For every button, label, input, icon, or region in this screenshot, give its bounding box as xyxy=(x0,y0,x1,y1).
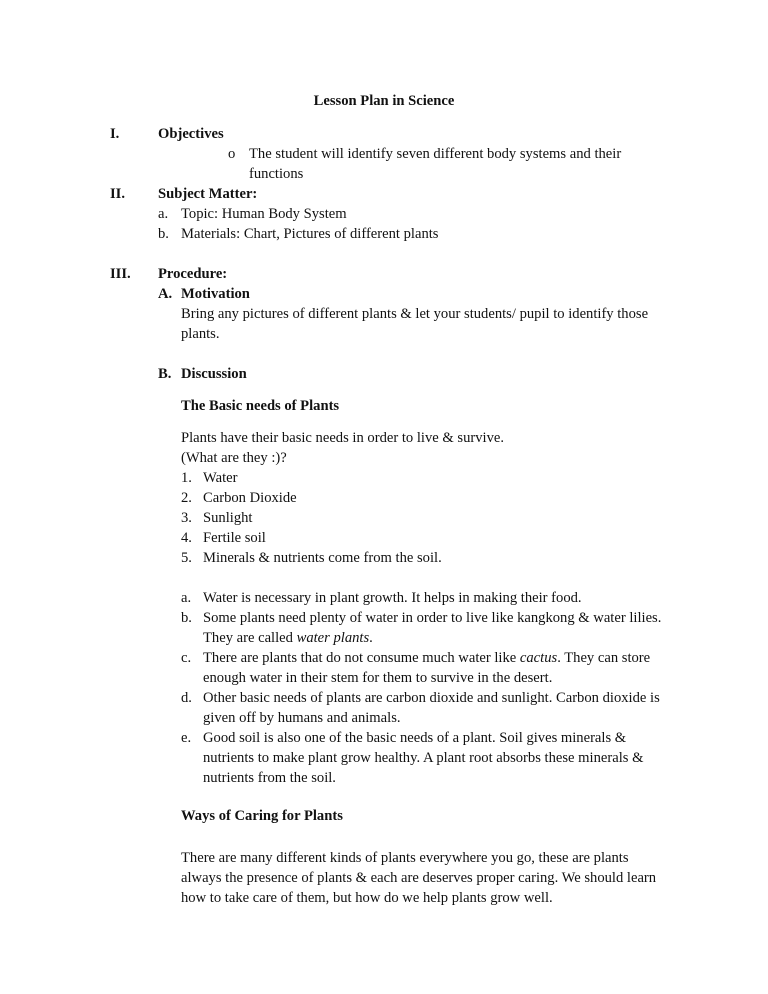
discussion-heading: Discussion xyxy=(181,366,247,382)
detail-c-line1 xyxy=(203,648,650,668)
need-marker: 5. xyxy=(181,550,192,566)
section-heading-subject-matter: Subject Matter: xyxy=(158,186,258,202)
detail-c-italic-cactus: cactus xyxy=(519,650,558,666)
objective-text-line1: The student will identify seven different body systems and their xyxy=(249,146,622,162)
subject-item-materials: Materials: Chart, Pictures of different plants xyxy=(181,226,439,242)
subject-item-marker: a. xyxy=(158,206,169,222)
detail-d-line1: Other basic needs of plants are carbon dioxide and sunlight. Carbon dioxide is xyxy=(203,690,660,706)
detail-d-line2: given off by humans and animals. xyxy=(203,710,401,726)
need-item-sunlight: Sunlight xyxy=(203,510,253,526)
basic-needs-intro-line2: (What are they :)? xyxy=(181,450,287,466)
need-item-minerals: Minerals & nutrients come from the soil. xyxy=(203,550,442,566)
detail-e-line3: nutrients from the soil. xyxy=(203,770,336,786)
detail-a-line1: Water is necessary in plant growth. It helps in making their food. xyxy=(203,590,582,606)
section-numeral-subject-matter: II. xyxy=(110,186,126,202)
need-marker: 3. xyxy=(181,510,192,526)
need-item-fertile-soil: Fertile soil xyxy=(203,530,266,546)
need-item-carbon-dioxide: Carbon Dioxide xyxy=(203,490,297,506)
caring-text-line2: always the presence of plants & each are deserves proper caring. We should learn xyxy=(181,870,657,886)
detail-marker: a. xyxy=(181,590,192,606)
motivation-text-line1: Bring any pictures of different plants & let your students/ pupil to identify those xyxy=(181,306,649,322)
objective-bullet: o xyxy=(228,146,236,162)
motivation-text-line2: plants. xyxy=(181,326,220,342)
need-marker: 1. xyxy=(181,470,192,486)
basic-needs-intro-line1: Plants have their basic needs in order to live & survive. xyxy=(181,430,505,446)
section-numeral-objectives: I. xyxy=(110,126,120,142)
section-heading-objectives: Objectives xyxy=(158,126,224,142)
detail-c-line1-pre: There are plants that do not consume much water like xyxy=(203,650,520,666)
detail-b-italic-water-plants: water plants xyxy=(296,630,370,646)
caring-heading: Ways of Caring for Plants xyxy=(181,808,343,824)
need-item-water: Water xyxy=(203,470,238,486)
caring-text-line3: how to take care of them, but how do we help plants grow well. xyxy=(181,890,553,906)
subject-item-marker: b. xyxy=(158,226,169,242)
detail-marker: d. xyxy=(181,690,192,706)
detail-marker: c. xyxy=(181,650,192,666)
detail-b-line2-post: . xyxy=(369,630,373,646)
section-heading-procedure: Procedure: xyxy=(158,266,228,282)
caring-text-line1: There are many different kinds of plants everywhere you go, these are plants xyxy=(181,850,629,866)
basic-needs-heading: The Basic needs of Plants xyxy=(181,398,340,414)
detail-e-line2: nutrients to make plant grow healthy. A plant root absorbs these minerals & xyxy=(203,750,644,766)
need-marker: 2. xyxy=(181,490,192,506)
detail-marker: b. xyxy=(181,610,192,626)
detail-e-line1: Good soil is also one of the basic needs of a plant. Soil gives minerals & xyxy=(203,730,627,746)
detail-b-line1: Some plants need plenty of water in order to live like kangkong & water lilies. xyxy=(203,610,662,626)
detail-c-line1-post: . They can store xyxy=(557,650,651,666)
subject-item-topic: Topic: Human Body System xyxy=(181,206,347,222)
objective-text-line2: functions xyxy=(249,166,304,182)
document-title: Lesson Plan in Science xyxy=(313,93,455,109)
detail-c-line2: enough water in their stem for them to survive in the desert. xyxy=(203,670,553,686)
detail-b-line2 xyxy=(203,628,373,648)
need-marker: 4. xyxy=(181,530,192,546)
motivation-heading: Motivation xyxy=(181,286,250,302)
discussion-marker: B. xyxy=(158,366,172,382)
motivation-marker: A. xyxy=(158,286,173,302)
detail-marker: e. xyxy=(181,730,192,746)
detail-b-line2-pre: They are called xyxy=(203,630,297,646)
section-numeral-procedure: III. xyxy=(110,266,131,282)
